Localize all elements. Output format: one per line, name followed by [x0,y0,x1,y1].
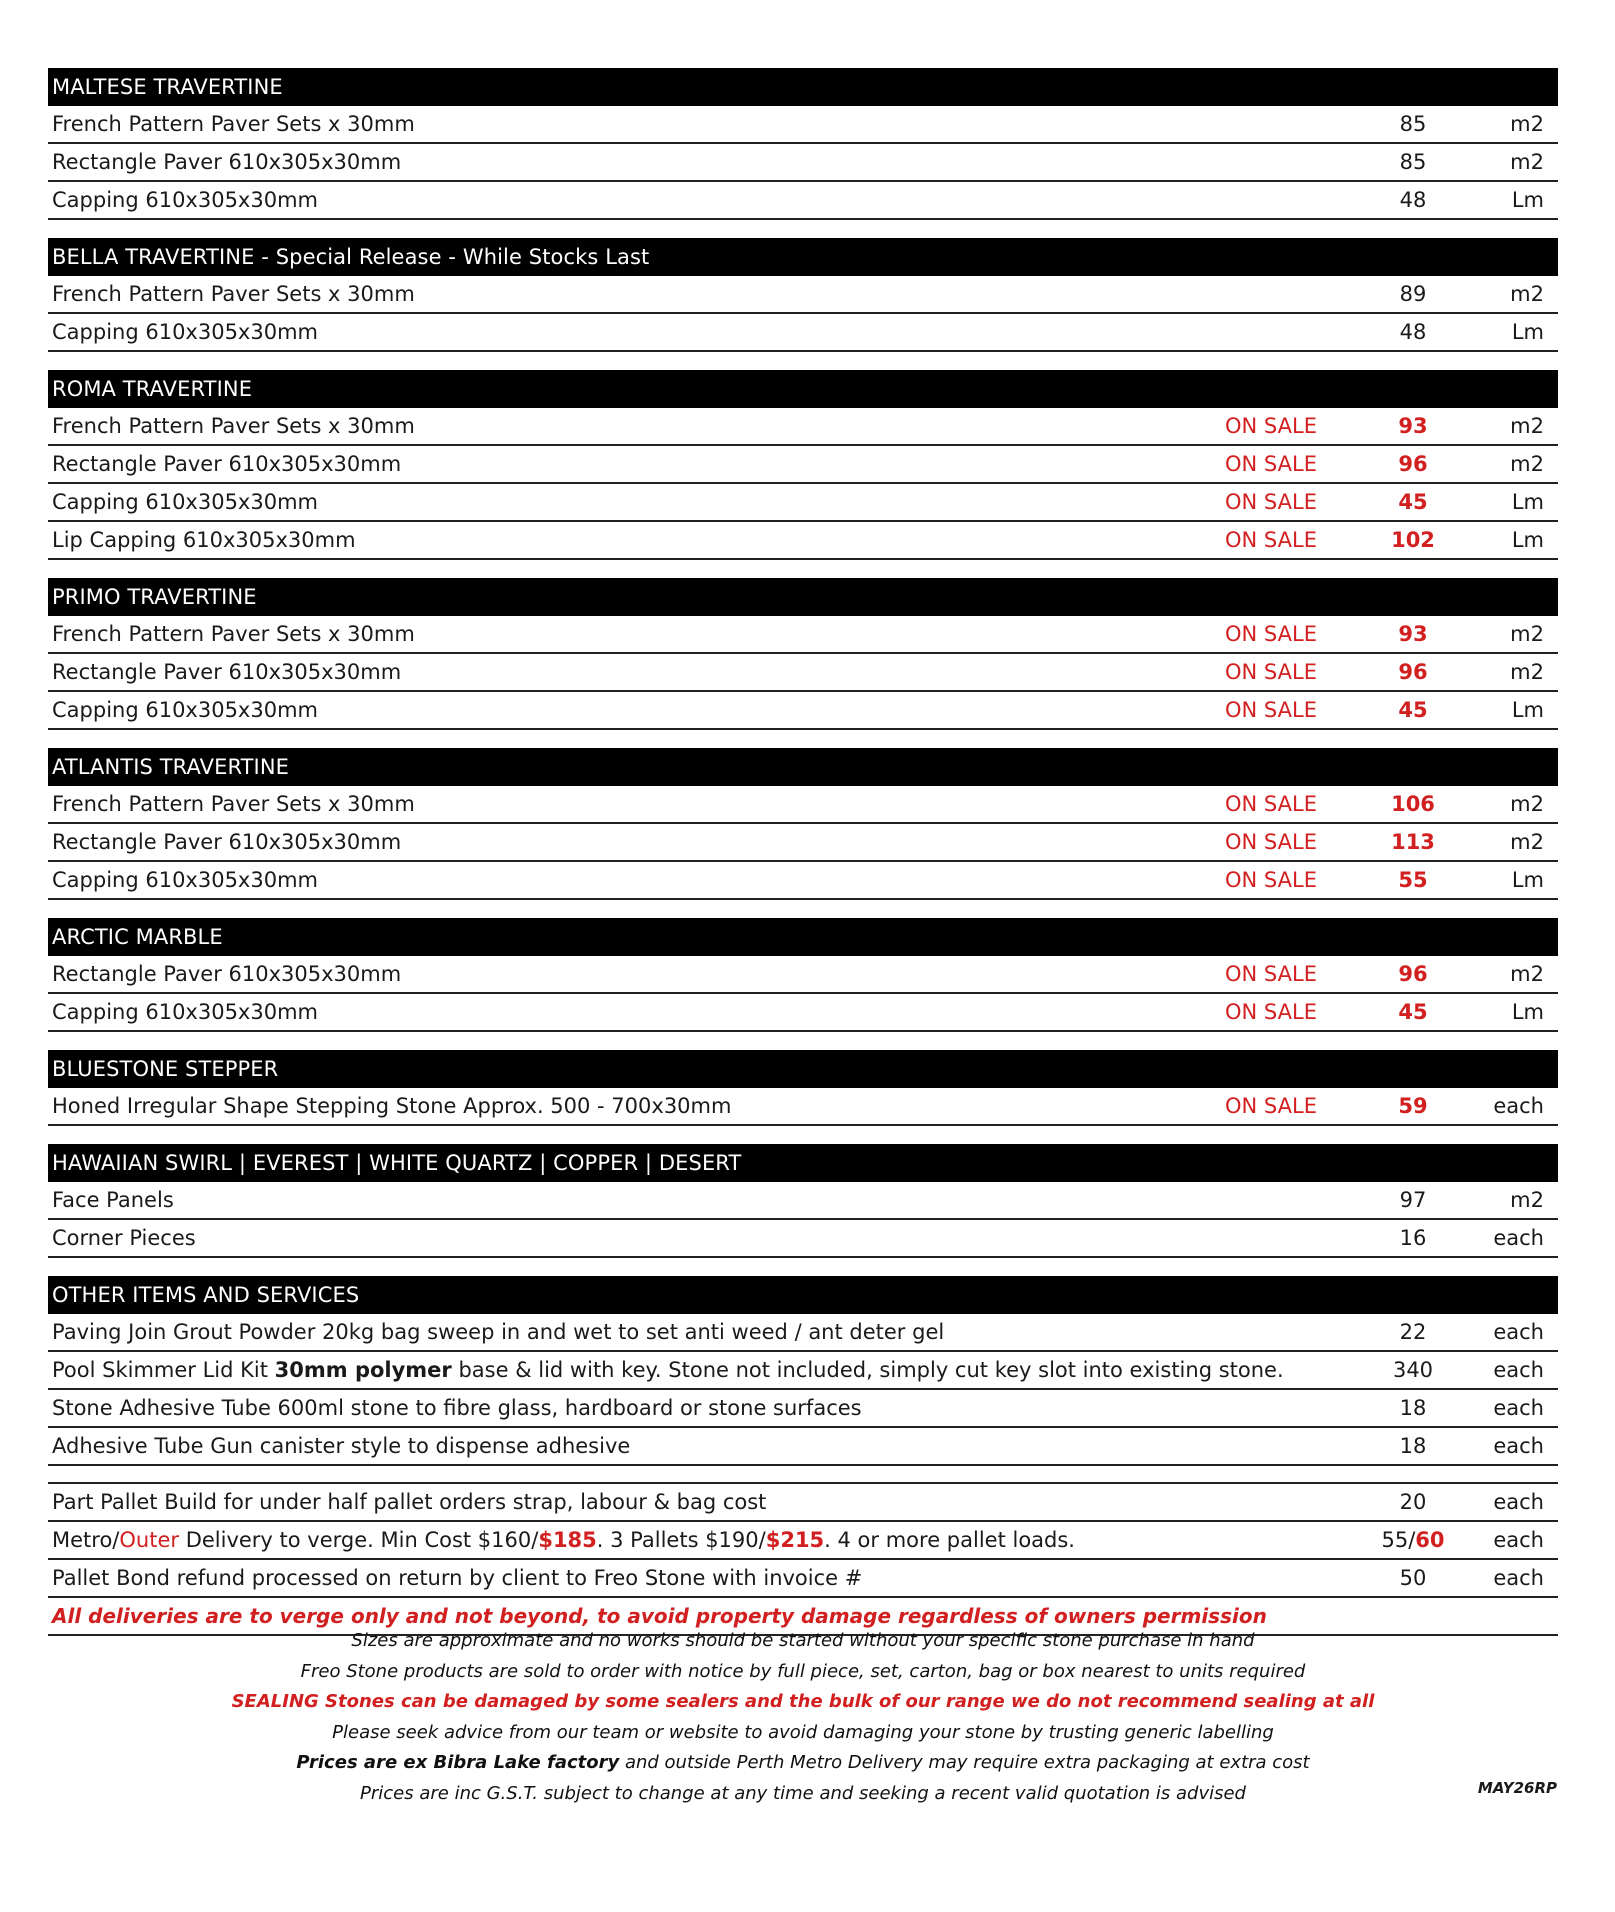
table-row [48,522,1558,560]
sale-badge: ON SALE [1225,452,1317,476]
table-row [48,144,1558,182]
item-price: 113 [1391,830,1435,854]
item-description [52,1522,1075,1558]
sale-badge: ON SALE [1225,1094,1317,1118]
footer-notes [48,1626,1558,1809]
item-description: Capping 610x305x30mm [52,868,318,892]
table-row [48,1484,1558,1522]
item-price: 85 [1399,150,1427,174]
item-description: French Pattern Paver Sets x 30mm [52,792,415,816]
item-description: French Pattern Paver Sets x 30mm [52,414,415,438]
item-price: 96 [1398,962,1428,986]
item-unit: m2 [1510,830,1544,854]
item-description: Rectangle Paver 610x305x30mm [52,962,402,986]
item-unit: Lm [1511,528,1544,552]
item-description: Stone Adhesive Tube 600ml stone to fibre glass, hardboard or stone surfaces [52,1396,862,1420]
item-price: 102 [1391,528,1435,552]
note-line-sealing: SEALING Stones can be damaged by some sealers and the bulk of our range we do not recommend sealing at all [231,1691,1375,1712]
item-price: 45 [1398,1000,1428,1024]
sale-badge: ON SALE [1225,698,1317,722]
section [48,748,1558,900]
table-row [48,956,1558,994]
sale-badge: ON SALE [1225,528,1317,552]
item-description: Rectangle Paver 610x305x30mm [52,150,402,174]
section [48,68,1558,220]
table-row [48,654,1558,692]
section-header: ATLANTIS TRAVERTINE [48,748,1558,786]
table-row [48,446,1558,484]
table-row [48,1220,1558,1258]
desc-part: Metro/ [52,1528,120,1552]
desc-part: Pool Skimmer Lid Kit [52,1358,275,1382]
section-header: HAWAIIAN SWIRL | EVEREST | WHITE QUARTZ | COPPER | DESERT [48,1144,1558,1182]
table-row [48,692,1558,730]
desc-bold-part: 30mm polymer [274,1358,452,1382]
table-row [48,1390,1558,1428]
table-row-delivery [48,1522,1558,1560]
sale-badge: ON SALE [1225,622,1317,646]
price-outer: 60 [1415,1528,1445,1552]
item-unit: Lm [1511,698,1544,722]
item-unit: m2 [1510,414,1544,438]
item-price: 48 [1399,188,1427,212]
table-row [48,314,1558,352]
item-description: Rectangle Paver 610x305x30mm [52,660,402,684]
item-unit: m2 [1510,792,1544,816]
item-price: 45 [1398,490,1428,514]
item-description: Capping 610x305x30mm [52,188,318,212]
sale-badge: ON SALE [1225,490,1317,514]
delivery-notice: All deliveries are to verge only and not beyond, to avoid property damage regardless of owners permission [52,1604,1267,1628]
section-header: OTHER ITEMS AND SERVICES [48,1276,1558,1314]
section-header: MALTESE TRAVERTINE [48,68,1558,106]
section [48,578,1558,730]
item-description: Corner Pieces [52,1226,196,1250]
table-row [48,106,1558,144]
item-description: Rectangle Paver 610x305x30mm [52,830,402,854]
table-row [48,182,1558,220]
item-price: 85 [1399,112,1427,136]
item-price: 22 [1399,1320,1427,1344]
item-description: Face Panels [52,1188,174,1212]
item-description: Paving Join Grout Powder 20kg bag sweep in and wet to set anti weed / ant deter gel [52,1320,945,1344]
desc-part: . 4 or more pallet loads. [824,1528,1075,1552]
section-header: ARCTIC MARBLE [48,918,1558,956]
item-description: French Pattern Paver Sets x 30mm [52,112,415,136]
item-price [1358,1522,1468,1558]
item-unit: m2 [1510,282,1544,306]
table-row [48,1182,1558,1220]
section-header: ROMA TRAVERTINE [48,370,1558,408]
item-price: 96 [1398,660,1428,684]
product-sections [48,68,1558,1258]
desc-part: . 3 Pallets $190/ [596,1528,766,1552]
item-description: Capping 610x305x30mm [52,320,318,344]
item-unit: each [1493,1490,1544,1514]
table-row [48,824,1558,862]
item-price: 18 [1399,1396,1427,1420]
item-price: 89 [1399,282,1427,306]
item-price: 45 [1398,698,1428,722]
item-unit: m2 [1510,112,1544,136]
table-row [48,1088,1558,1126]
item-description: Lip Capping 610x305x30mm [52,528,356,552]
note-line: Freo Stone products are sold to order with notice by full piece, set, carton, bag or box nearest to units required [300,1660,1306,1682]
note-bold: Prices are ex Bibra Lake factory [296,1752,620,1773]
item-price: 55 [1398,868,1428,892]
section [48,1050,1558,1126]
item-unit: each [1493,1396,1544,1420]
price-metro: 55/ [1381,1528,1416,1552]
item-description: French Pattern Paver Sets x 30mm [52,282,415,306]
item-description: Pallet Bond refund processed on return by client to Freo Stone with invoice # [52,1566,863,1590]
table-row [48,1560,1558,1598]
table-row [48,616,1558,654]
section [48,238,1558,352]
item-unit: Lm [1511,1000,1544,1024]
section [48,370,1558,560]
table-row [48,994,1558,1032]
sale-badge: ON SALE [1225,1000,1317,1024]
sale-badge: ON SALE [1225,962,1317,986]
item-description: Capping 610x305x30mm [52,698,318,722]
item-unit: m2 [1510,1188,1544,1212]
item-unit: m2 [1510,622,1544,646]
note-line: Please seek advice from our team or website to avoid damaging your stone by trusting generic labelling [332,1721,1274,1743]
desc-red-part: $215 [765,1528,825,1552]
note-rest: and outside Perth Metro Delivery may require extra packaging at extra cost [619,1752,1310,1773]
section-other-items [48,1276,1558,1636]
section-header: BELLA TRAVERTINE - Special Release - While Stocks Last [48,238,1558,276]
table-row [48,1352,1558,1390]
section-header: BLUESTONE STEPPER [48,1050,1558,1088]
item-description: Rectangle Paver 610x305x30mm [52,452,402,476]
item-description: Part Pallet Build for under half pallet orders strap, labour & bag cost [52,1490,767,1514]
item-unit: Lm [1511,868,1544,892]
sale-badge: ON SALE [1225,868,1317,892]
note-line: Sizes are approximate and no works should be started without your specific stone purchase in hand [351,1630,1255,1651]
table-row [48,484,1558,522]
item-price: 93 [1398,622,1428,646]
item-unit: Lm [1511,320,1544,344]
table-row [48,276,1558,314]
desc-red-part: Outer [119,1528,180,1552]
item-unit: each [1493,1094,1544,1118]
section [48,1144,1558,1258]
note-line [48,1748,1558,1779]
item-description: Capping 610x305x30mm [52,1000,318,1024]
sale-badge: ON SALE [1225,830,1317,854]
item-price: 48 [1399,320,1427,344]
item-unit: Lm [1511,490,1544,514]
note-line: Prices are inc G.S.T. subject to change at any time and seeking a recent valid quotation is advised [360,1782,1246,1804]
item-unit: each [1493,1434,1544,1458]
desc-part: Delivery to verge. Min Cost $160/ [179,1528,539,1552]
table-row [48,1428,1558,1466]
sale-badge: ON SALE [1225,660,1317,684]
item-price: 96 [1398,452,1428,476]
sale-badge: ON SALE [1225,792,1317,816]
item-unit: m2 [1510,962,1544,986]
sale-badge: ON SALE [1225,414,1317,438]
table-row [48,408,1558,446]
item-price: 59 [1398,1094,1428,1118]
document-code: MAY26RP [1477,1779,1557,1797]
desc-part: base & lid with key. Stone not included, simply cut key slot into existing stone. [451,1358,1284,1382]
item-unit: m2 [1510,150,1544,174]
item-price: 340 [1392,1358,1434,1382]
item-description: Adhesive Tube Gun canister style to dispense adhesive [52,1434,631,1458]
table-row [48,862,1558,900]
item-price: 20 [1399,1490,1427,1514]
table-row [48,786,1558,824]
item-unit: m2 [1510,660,1544,684]
item-unit: each [1493,1226,1544,1250]
item-unit: each [1493,1528,1544,1552]
item-price: 16 [1399,1226,1427,1250]
item-price: 106 [1391,792,1435,816]
item-unit: Lm [1511,188,1544,212]
item-unit: each [1493,1566,1544,1590]
item-price: 97 [1399,1188,1427,1212]
item-unit: each [1493,1320,1544,1344]
item-description: Capping 610x305x30mm [52,490,318,514]
item-unit: each [1493,1358,1544,1382]
section [48,918,1558,1032]
item-description: French Pattern Paver Sets x 30mm [52,622,415,646]
price-list [48,68,1558,1636]
item-price: 18 [1399,1434,1427,1458]
item-description [52,1352,1284,1388]
item-price: 93 [1398,414,1428,438]
desc-red-part: $185 [538,1528,597,1552]
section-header: PRIMO TRAVERTINE [48,578,1558,616]
item-description: Honed Irregular Shape Stepping Stone Approx. 500 - 700x30mm [52,1094,732,1118]
item-unit: m2 [1510,452,1544,476]
table-row [48,1314,1558,1352]
item-price: 50 [1399,1566,1427,1590]
